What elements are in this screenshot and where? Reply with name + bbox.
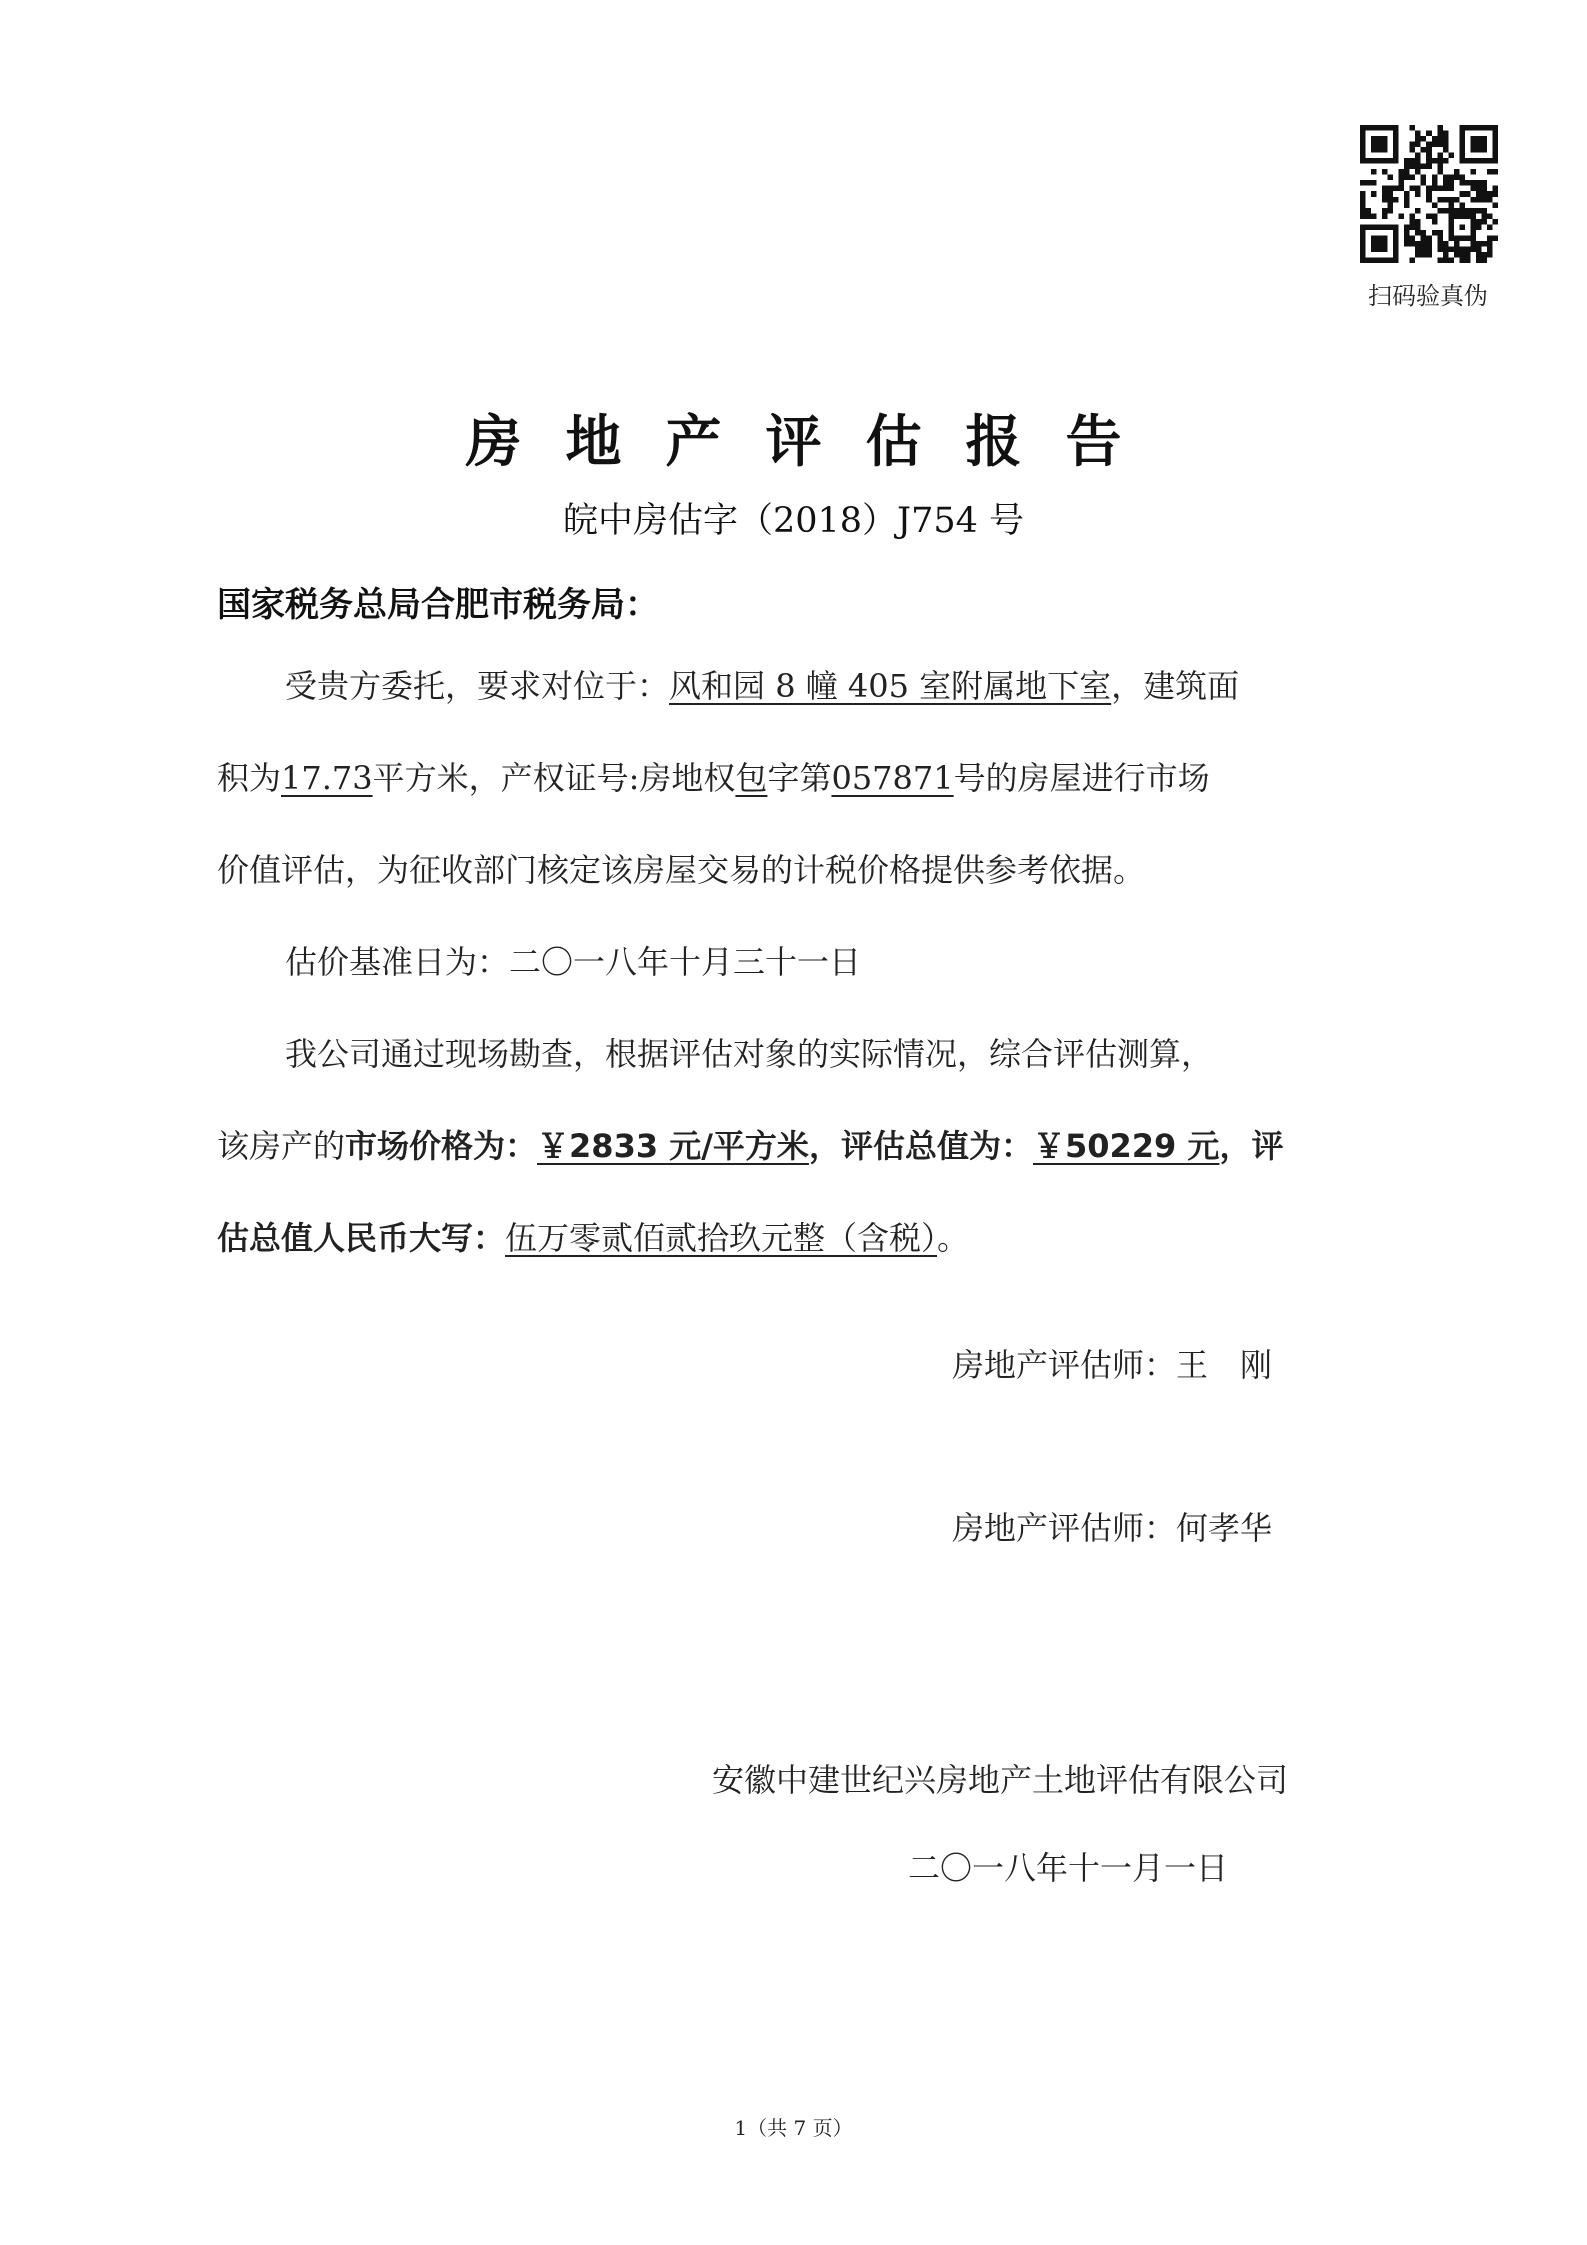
text: 。 (937, 1219, 970, 1257)
paragraph-valuation-date (217, 916, 1387, 1008)
text: ，评 (1219, 1127, 1284, 1165)
report-title: 房地产评估报告 (465, 410, 1166, 475)
text: 该房产的 (217, 1127, 346, 1165)
certificate-prefix: 包 (735, 759, 768, 797)
valuation-date: 估价基准日为：二〇一八年十月三十一日 (285, 943, 862, 981)
appraiser-1: 房地产评估师：王 刚 (952, 1346, 1273, 1384)
paragraph-result (217, 1008, 1387, 1284)
text: 平方米，产权证号:房地权 (372, 759, 736, 797)
text: 积为 (217, 759, 282, 797)
building-area: 17.73 (281, 759, 373, 797)
text: 号的房屋进行市场 (953, 759, 1210, 797)
text: 市场价格为： (345, 1127, 538, 1165)
total-value: ￥50229 元 (1032, 1127, 1220, 1165)
certificate-number: 057871 (831, 759, 954, 797)
text: 估总值人民币大写： (217, 1219, 506, 1257)
unit-price: ￥2833 元/平方米 (537, 1127, 809, 1165)
document-number: 皖中房估字（2018）J754 号 (562, 501, 1025, 541)
text: 我公司通过现场勘查，根据评估对象的实际情况，综合评估测算， (285, 1035, 1214, 1073)
paragraph-entrustment (217, 640, 1387, 916)
text: 价值评估，为征收部门核定该房屋交易的计税价格提供参考依据。 (217, 851, 1146, 889)
company-name: 安徽中建世纪兴房地产土地评估有限公司 (712, 1761, 1289, 1799)
page-number: 1（共 7 页） (734, 2116, 853, 2140)
addressee: 国家税务总局合肥市税务局： (217, 585, 659, 625)
property-address: 风和园 8 幢 405 室附属地下室 (669, 667, 1112, 705)
qr-caption: 扫码验真伪 (1368, 282, 1488, 310)
text: ，建筑面 (1111, 667, 1240, 705)
appraiser-2: 房地产评估师：何孝华 (952, 1509, 1273, 1547)
text: 受贵方委托，要求对位于： (285, 667, 670, 705)
report-date: 二〇一八年十一月一日 (908, 1849, 1229, 1887)
text: 字第 (767, 759, 832, 797)
text: ，评估总值为： (808, 1127, 1033, 1165)
total-value-in-words: 伍万零贰佰贰拾玖元整（含税） (505, 1219, 938, 1257)
qr-code (1360, 125, 1498, 263)
